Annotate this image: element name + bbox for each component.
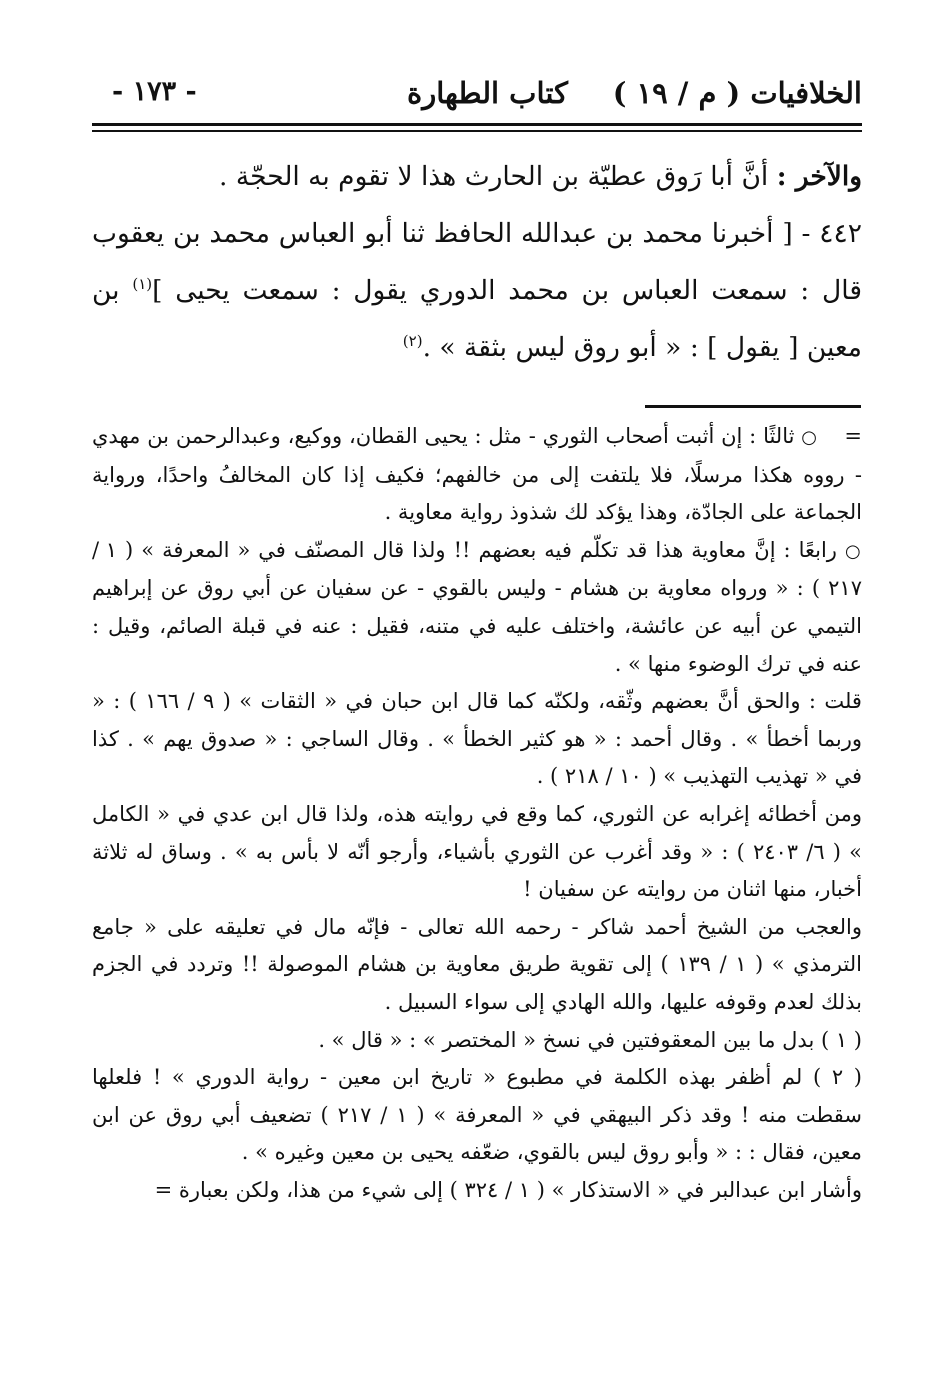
circle-bullet-icon: ○ — [801, 427, 818, 448]
note-third-text: ثالثًا : إن أثبت أصحاب الثوري - مثل : يحيى القطان، ووكيع، وعبدالرحمن بن مهدي - رووه هكذا مرسلًا، فلا يلتفت إلى من خالفهم؛ فكيف إذا كان المخالفُ واحدًا، ورواية الجماعة على الجادّة، وهذا يؤكد لك شذوذ رواية معاوية . — [92, 424, 862, 525]
hadith-442 — [92, 205, 862, 376]
paragraph-1 — [92, 148, 862, 205]
footnote-separator — [645, 405, 861, 408]
note-fourth-text: رابعًا : إنَّ معاوية هذا قد تكلّم فيه بعضهم !! ولذا قال المصنّف في « المعرفة » ( ١ / ٢١٧ ) : « ورواه معاوية بن هشام - وليس بالقوي - عن سفيان عن أبي روق عن إبراهيم التيمي عن أبيه عن عائشة، واختلف عليه في متنه، فقيل : عنه في قبلة الصائم، وقيل : عنه في ترك الوضوء منها » . — [92, 537, 862, 676]
note-shakir: والعجب من الشيخ أحمد شاكر - رحمه الله تعالى - فإنّه مال في تعليقه على « جامع الترمذي » ( ١ / ١٣٩ ) إلى تقوية طريق معاوية بن هشام الموصولة !! وتردد في الجزم بذلك لعدم وقوفه عليها، والله الهادي إلى سواء السبيل . — [92, 914, 862, 1014]
header-page-number: - ١٧٣ - — [112, 76, 197, 107]
main-text — [92, 148, 862, 376]
header-rule-thin — [92, 130, 862, 132]
note-fourth — [92, 532, 862, 683]
footnote-ref-1: (١) — [132, 275, 153, 294]
footnote-1: ( ١ ) بدل ما بين المعقوفتين في نسخ « المختصر » : « قال » . — [318, 1027, 862, 1052]
footnotes — [92, 418, 862, 1209]
footnote-ref-2: (٢) — [402, 332, 423, 351]
footnote-2: ( ٢ ) لم أظفر بهذه الكلمة في مطبوع « تاريخ ابن معين - رواية الدوري » ! فلعلها سقطت منه ! وقد ذكر البيهقي في « المعرفة » ( ١ / ٢١٧ ) تضعيف أبي روق عن ابن معين، فقال : : « وأبو روق ليس بالقوي، ضعّفه يحيى بن معين وغيره » . — [92, 1065, 863, 1165]
note-errors: ومن أخطائه إغرابه عن الثوري، كما وقع في روايته هذه، ولذا قال ابن عدي في « الكامل » ( ٦/ ٢٤٠٣ ) : « وقد أغرب عن الثوري بأشياء، وأرجو أنّه لا بأس به » . وساق له ثلاثة أخبار، منها اثنان من روايته عن سفيان ! — [92, 801, 862, 902]
continuation-mark: = — [844, 424, 862, 448]
running-header — [92, 72, 862, 120]
header-section: الخلافيات ( م / ١٩ ) — [612, 76, 862, 110]
note-qultu: قلت : والحق أنَّ بعضهم وثّقه، ولكنّه كما قال ابن حبان في « الثقات » ( ٩ / ١٦٦ ) : « وربما أخطأ » . وقال أحمد : « هو كثير الخطأ » . وقال الساجي : « صدوق يهم » . كذا في « تهذيب التهذيب » ( ١٠ / ٢١٨ ) . — [92, 689, 862, 789]
footnote-2-continued: وأشار ابن عبدالبر في « الاستذكار » ( ١ / ٣٢٤ ) إلى شيء من هذا، ولكن بعبارة = — [154, 1177, 862, 1202]
header-book-title: كتاب الطهارة — [407, 76, 568, 110]
paragraph-1-lead: والآخر : — [776, 161, 862, 192]
circle-bullet-icon: ○ — [844, 540, 862, 562]
header-rule-thick — [92, 123, 862, 126]
hadith-442-text-a: ٤٤٢ - [ أخبرنا محمد بن عبدالله الحافظ ثنا أبو العباس محمد بن يعقوب قال : سمعت العباس بن محمد الدوري يقول : سمعت يحيى ] — [92, 218, 862, 306]
paragraph-1-text: أنَّ أبا رَوق عطيّة بن الحارث هذا لا تقوم به الحجّة . — [219, 161, 769, 192]
hadith-442-text-b: بن معين [ يقول ] : « أبو روق ليس بثقة » . — [92, 275, 862, 363]
note-third — [92, 418, 862, 532]
